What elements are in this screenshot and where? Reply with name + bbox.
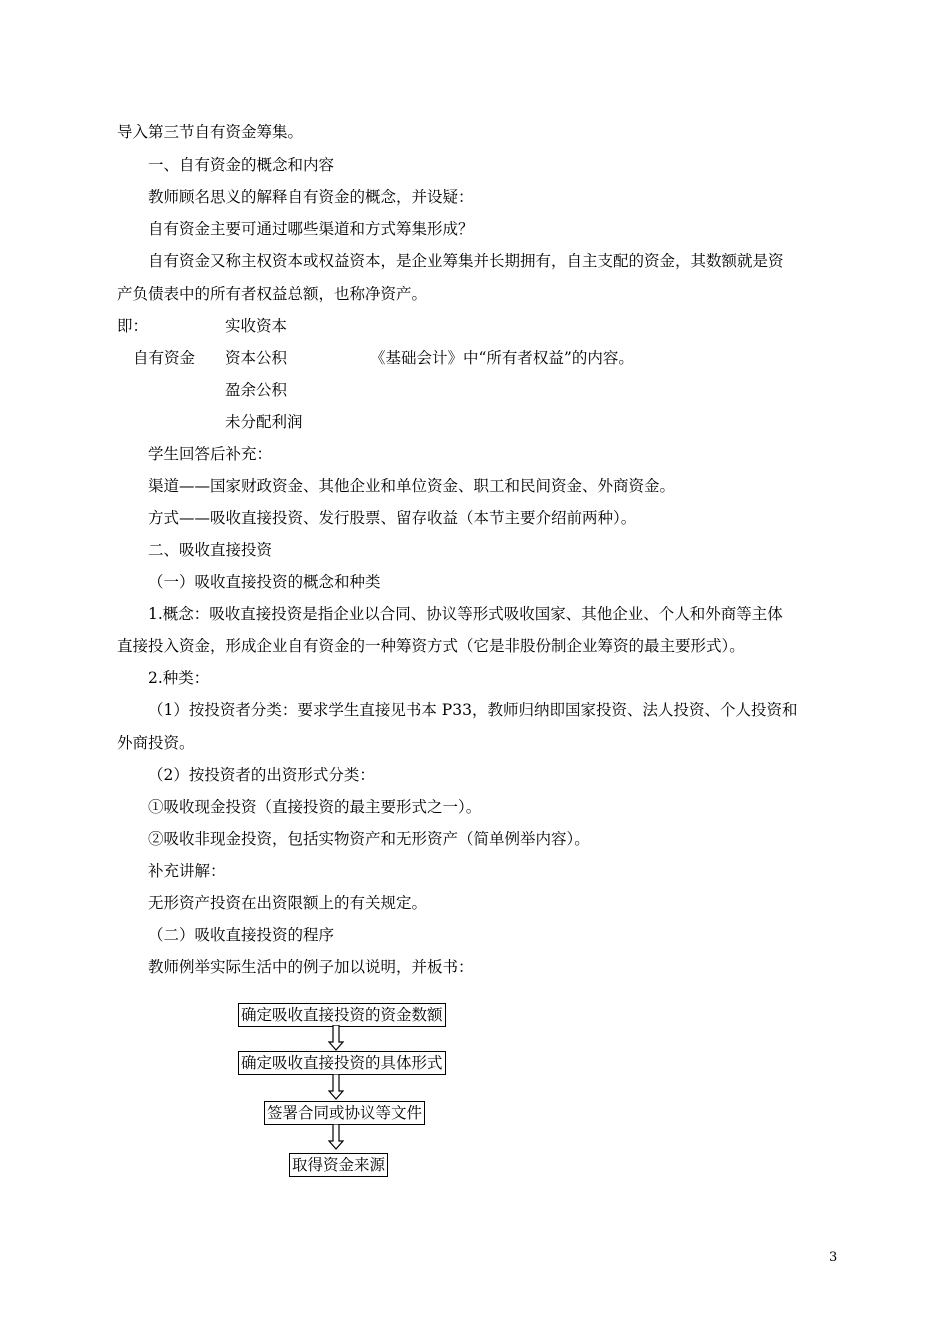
flow-step-4-box: 取得资金来源 bbox=[289, 1153, 388, 1177]
down-arrow-icon bbox=[328, 1025, 344, 1051]
own-funds-label: 自有资金 bbox=[133, 349, 196, 367]
flow-step-1-box: 确定吸收直接投资的资金数额 bbox=[238, 1003, 446, 1027]
component-capital-reserve: 资本公积 bbox=[225, 349, 288, 367]
type-by-form-line: （2）按投资者的出资形式分类： bbox=[148, 766, 375, 784]
section-heading-1: 一、自有资金的概念和内容 bbox=[148, 156, 335, 174]
supplement-line: 学生回答后补充： bbox=[148, 445, 273, 463]
non-cash-investment-line: ②吸收非现金投资，包括实物资产和无形资产（简单例举内容）。 bbox=[148, 830, 590, 848]
down-arrow-icon bbox=[328, 1074, 344, 1100]
concept-line-2: 直接投入资金，形成企业自有资金的一种筹资方式（它是非股份制企业筹资的最主要形式）。 bbox=[117, 637, 745, 655]
type-by-investor-line-1: （1）按投资者分类：要求学生直接见书本 P33，教师归纳即国家投资、法人投资、个人投资和 bbox=[148, 701, 798, 719]
paragraph-line: 教师顾名思义的解释自有资金的概念，并设疑： bbox=[148, 188, 474, 206]
type-by-investor-line-2: 外商投资。 bbox=[117, 734, 195, 752]
down-arrow-icon bbox=[328, 1124, 344, 1150]
component-surplus-reserve: 盈余公积 bbox=[225, 381, 288, 399]
subsection-heading-2: （二）吸收直接投资的程序 bbox=[148, 926, 335, 944]
definition-line-2: 产负债表中的所有者权益总额，也称净资产。 bbox=[117, 285, 428, 303]
supplement-explain-line: 补充讲解： bbox=[148, 862, 226, 880]
types-heading: 2.种类： bbox=[148, 669, 210, 687]
flow-step-3-box: 签署合同或协议等文件 bbox=[264, 1101, 425, 1125]
methods-line: 方式——吸收直接投资、发行股票、留存收益（本节主要介绍前两种）。 bbox=[148, 509, 637, 527]
intangible-rule-line: 无形资产投资在出资限额上的有关规定。 bbox=[148, 894, 428, 912]
flow-step-2-box: 确定吸收直接投资的具体形式 bbox=[238, 1051, 446, 1075]
component-paid-in-capital: 实收资本 bbox=[225, 317, 288, 335]
subsection-heading-1: （一）吸收直接投资的概念和种类 bbox=[148, 573, 381, 591]
namely-label: 即： bbox=[117, 317, 149, 335]
board-writing-line: 教师例举实际生活中的例子加以说明，并板书： bbox=[148, 958, 474, 976]
page-number: 3 bbox=[829, 1250, 838, 1265]
definition-line-1: 自有资金又称主权资本或权益资本，是企业筹集并长期拥有，自主支配的资金，其数额就是资 bbox=[148, 252, 784, 270]
components-note: 《基础会计》中“所有者权益”的内容。 bbox=[370, 349, 634, 367]
question-line: 自有资金主要可通过哪些渠道和方式筹集形成？ bbox=[148, 220, 474, 238]
component-undistributed-profit: 未分配利润 bbox=[225, 413, 303, 431]
section-heading-2: 二、吸收直接投资 bbox=[148, 541, 273, 559]
channels-line: 渠道——国家财政资金、其他企业和单位资金、职工和民间资金、外商资金。 bbox=[148, 477, 676, 495]
cash-investment-line: ①吸收现金投资（直接投资的最主要形式之一）。 bbox=[148, 798, 482, 816]
concept-line-1: 1.概念：吸收直接投资是指企业以合同、协议等形式吸收国家、其他企业、个人和外商等主体 bbox=[148, 605, 783, 623]
intro-line: 导入第三节自有资金筹集。 bbox=[117, 123, 304, 141]
